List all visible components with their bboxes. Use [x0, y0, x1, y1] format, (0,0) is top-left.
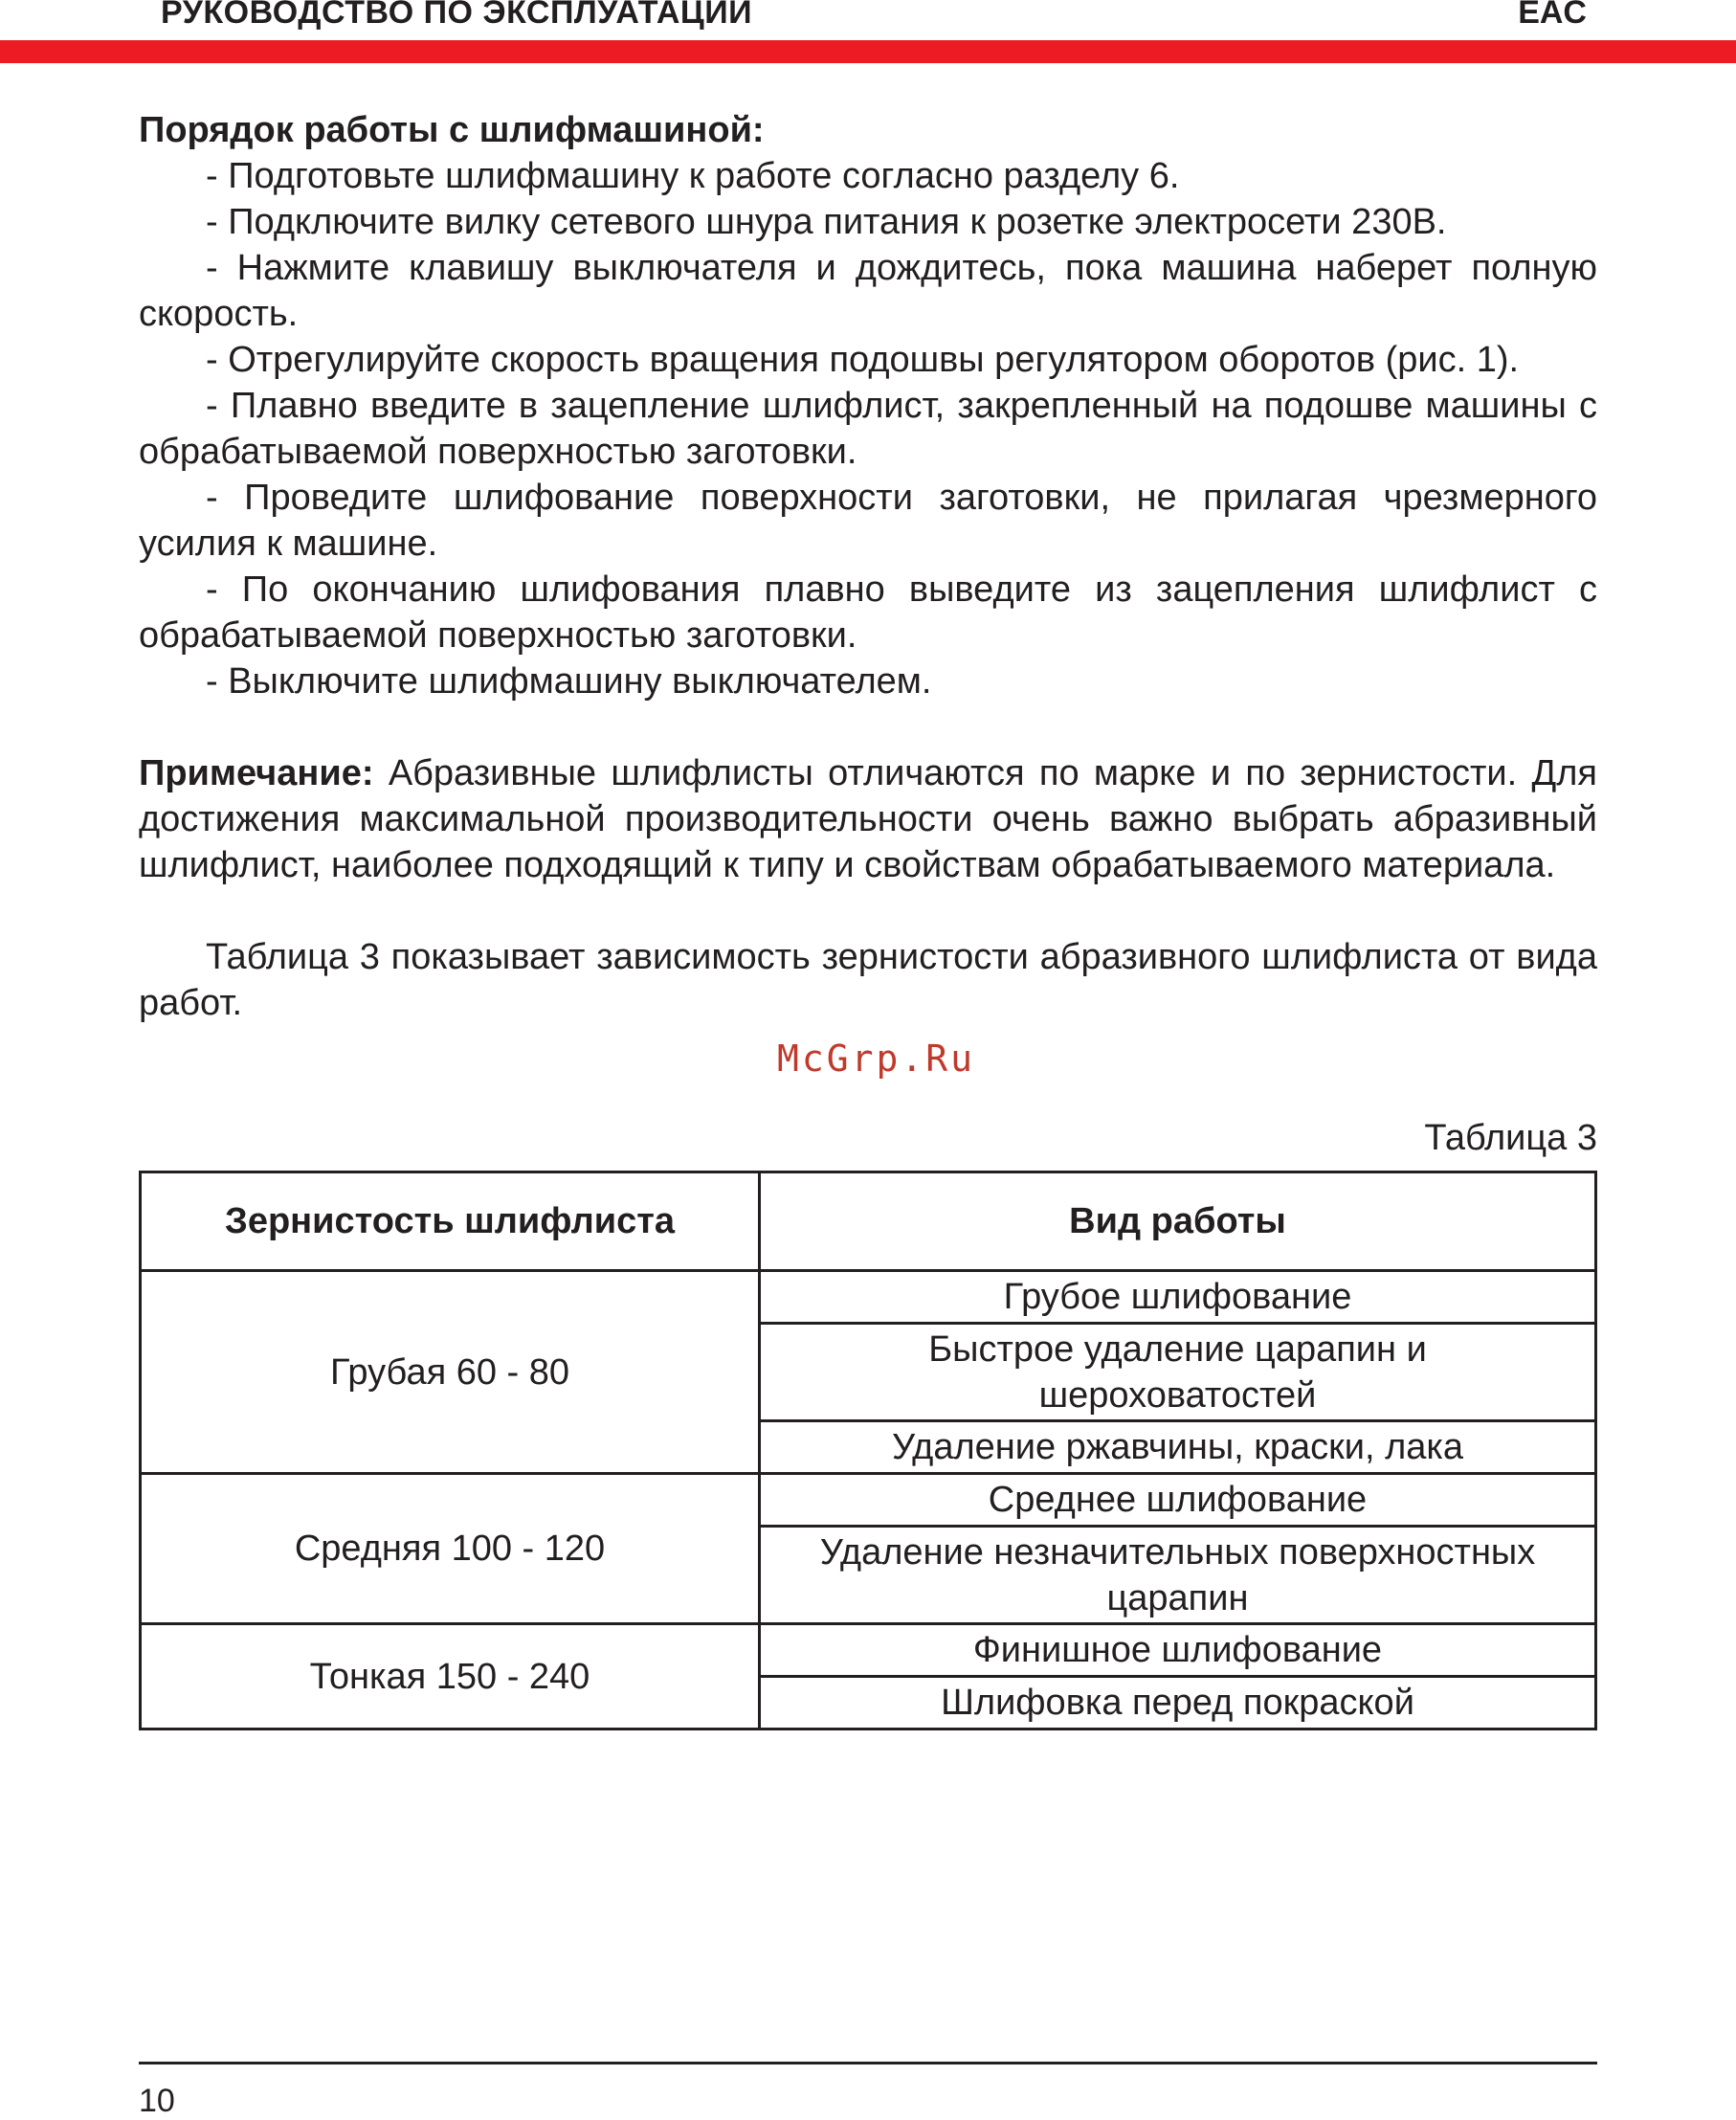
step-4: - Отрегулируйте скорость вращения подошвы регулятором оборотов (рис. 1). — [206, 340, 1520, 380]
table-intro: Таблица 3 показывает зависимость зернистости абразивного шлифлиста от вида работ. — [139, 937, 1597, 1023]
watermark: McGrp.Ru — [777, 1038, 976, 1080]
work-cell: Удаление незначительных поверхностных царапин — [760, 1527, 1596, 1624]
table-row — [141, 1271, 1596, 1324]
section-heading: Порядок работы с шлифмашиной: — [139, 110, 765, 150]
header-grit: Зернистость шлифлиста — [141, 1172, 760, 1271]
step-7: - По окончанию шлифования плавно выведите из зацепления шлифлист с обрабатываемой поверхностью заготовки. — [139, 569, 1597, 656]
work-cell: Шлифовка перед покраской — [760, 1677, 1596, 1729]
step-1: - Подготовьте шлифмашину к работе согласно разделу 6. — [206, 156, 1180, 196]
note-text: Абразивные шлифлисты отличаются по марке и по зернистости. Для достижения максимальной производительности очень важно выбрать абразивный шлифлист, наиболее подходящий к типу и свойствам обрабатываемого материала. — [139, 753, 1597, 885]
work-cell: Быстрое удаление царапин и шероховатостей — [760, 1324, 1596, 1421]
table-header-row — [141, 1172, 1596, 1271]
page-number: 10 — [139, 2083, 175, 2119]
grit-cell: Грубая 60 - 80 — [141, 1271, 760, 1474]
header-work: Вид работы — [760, 1172, 1596, 1271]
footer-rule — [139, 2062, 1597, 2064]
table-caption: Таблица 3 — [1424, 1118, 1597, 1158]
grit-cell: Тонкая 150 - 240 — [141, 1624, 760, 1729]
page-content — [139, 107, 1597, 1026]
header-band — [0, 40, 1736, 63]
work-cell: Удаление ржавчины, краски, лака — [760, 1421, 1596, 1474]
table-row — [141, 1474, 1596, 1527]
step-2: - Подключите вилку сетевого шнура питания к розетке электросети 230В. — [206, 202, 1447, 242]
eac-mark: EAC — [1518, 0, 1587, 31]
work-cell: Финишное шлифование — [760, 1624, 1596, 1677]
work-cell: Грубое шлифование — [760, 1271, 1596, 1324]
table-row — [141, 1624, 1596, 1677]
header-title: РУКОВОДСТВО ПО ЭКСПЛУАТАЦИИ — [161, 0, 753, 31]
work-cell: Среднее шлифование — [760, 1474, 1596, 1527]
grit-table — [139, 1171, 1597, 1730]
step-8: - Выключите шлифмашину выключателем. — [206, 661, 932, 702]
grit-cell: Средняя 100 - 120 — [141, 1474, 760, 1624]
note-label: Примечание: — [139, 753, 374, 793]
step-3: - Нажмите клавишу выключателя и дождитесь, пока машина наберет полную скорость. — [139, 248, 1597, 334]
step-6: - Проведите шлифование поверхности заготовки, не прилагая чрезмерного усилия к машине. — [139, 478, 1597, 564]
step-5: - Плавно введите в зацепление шлифлист, закрепленный на подошве машины с обрабатываемой поверхностью заготовки. — [139, 386, 1597, 472]
note-paragraph — [139, 750, 1597, 888]
